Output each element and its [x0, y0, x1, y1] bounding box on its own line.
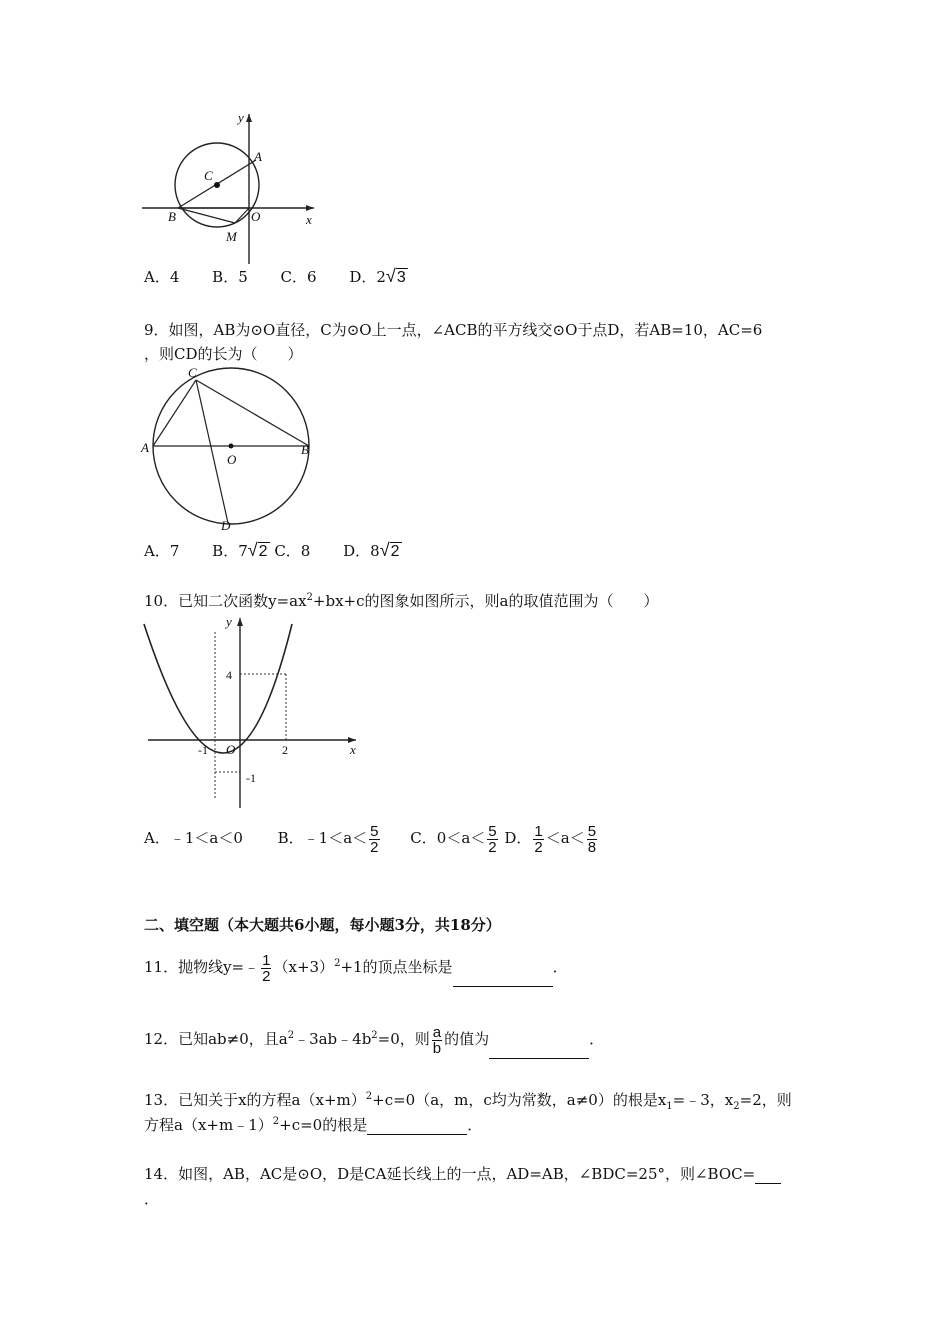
label-neg1-y: -1 [246, 771, 256, 785]
answer-blank[interactable] [367, 1116, 467, 1135]
label-d: D [221, 518, 231, 533]
q9-text-line2: ，则CD的长为（ ） [144, 345, 303, 363]
q9-options [144, 540, 402, 561]
q11-text: 11．抛物线y=﹣ $\frac{1}{2}$ $(x+3)^2+1$的顶点坐标是 ． [144, 944, 568, 987]
q8-figure [138, 108, 323, 270]
label-o: O [251, 209, 261, 224]
q8-option-b: B．5 [212, 268, 248, 286]
center-o [229, 444, 234, 449]
fraction: $\frac{5}{2}$ [488, 822, 497, 856]
q12-text: 12．已知ab≠0，且$a^2﹣3ab﹣4b^2=0$，则 $\frac{a}{b}$ 的值为 ． [144, 1016, 604, 1059]
q10-option-d: D． [504, 829, 532, 847]
q10-option-b: B．﹣1＜a＜ [277, 829, 368, 847]
y-axis-arrow [237, 618, 243, 626]
label-2: 2 [282, 743, 288, 757]
sqrt-symbol: √2 [379, 540, 400, 560]
q9-option-b: B．7 [212, 542, 248, 560]
label-c: C [188, 366, 197, 380]
label-x: x [306, 212, 312, 227]
label-b: B [168, 209, 176, 224]
x-axis-arrow [306, 205, 314, 211]
q9-option-a: A．7 [144, 542, 180, 560]
label-y: y [238, 110, 244, 125]
segment-bm [178, 208, 235, 223]
section-heading: 二、填空题（本大题共6小题，每小题3分，共18分） [144, 916, 501, 934]
fraction: $\frac{1}{2}$ [262, 951, 271, 985]
fraction: $\frac{a}{b}$ [432, 1023, 442, 1057]
q13-text-line1: 13．已知关于x的方程$a(x+m)^2+c=0(a$，m，c均为常数，a≠0）的根是$x_1=﹣3$，$x_2=2$，则 [144, 1091, 792, 1112]
chord-cb [196, 380, 309, 446]
parabola [144, 624, 292, 753]
label-b: B [301, 442, 309, 457]
label-o: O [226, 742, 236, 757]
label-4: 4 [226, 668, 232, 682]
q9-option-c: C．8 [274, 542, 311, 560]
q9-text-line1: 9．如图，AB为⊙O直径，C为⊙O上一点，∠ACB的平方线交⊙O于点D，若AB=10，AC=6 [144, 321, 763, 339]
q8-option-d: D．2 [349, 268, 386, 286]
sqrt-symbol: √2 [247, 540, 268, 560]
q10-option-c: C．0＜a＜ [410, 829, 486, 847]
q14-text-line2: ． [144, 1190, 160, 1208]
q8-option-a: A．4 [144, 268, 180, 286]
label-a: A [141, 440, 149, 455]
chord-ac [153, 380, 196, 446]
fraction: $\frac{5}{8}$ [587, 822, 597, 856]
fraction: $\frac{5}{2}$ [370, 822, 379, 856]
q9-option-d: D．8 [343, 542, 380, 560]
q14-text-line1: 14．如图，AB，AC是⊙O，D是CA延长线上的一点，AD=AB，∠BDC=25°，则∠BOC= [144, 1163, 781, 1184]
answer-blank[interactable] [755, 1165, 781, 1184]
q13-text-line2: 方程a（x+m﹣1）$^2$+c=0的根是 ． [144, 1116, 483, 1134]
sqrt-symbol: √3 [385, 266, 406, 286]
q10-figure [140, 612, 365, 812]
label-o: O [227, 452, 237, 467]
label-c: C [204, 168, 213, 183]
answer-blank[interactable] [453, 964, 553, 987]
label-y: y [226, 614, 232, 629]
segment-mo [235, 208, 249, 223]
fraction: $\frac{1}{2}$ [534, 822, 543, 856]
q8-options [144, 266, 408, 287]
q10-options: A．﹣1＜a＜0 B．﹣1＜a＜ $\frac{5}{2}$ C．0＜a＜ $\frac{5}{2}$ D． $\frac{1}{2}$ ＜a＜ $\frac{5}{8}$ [144, 822, 597, 856]
label-a: A [254, 149, 262, 164]
q10-text: 10．已知二次函数$y=ax^2+bx+c$的图象如图所示，则a的取值范围为（ ） [144, 592, 659, 610]
chord-cd [196, 380, 228, 523]
q9-figure [138, 366, 323, 536]
q8-option-c: C．6 [280, 268, 317, 286]
center-c [214, 182, 220, 188]
answer-blank[interactable] [489, 1036, 589, 1059]
q10-option-a: A．﹣1＜a＜0 [144, 829, 243, 847]
label-m: M [226, 229, 237, 244]
label-neg1-x: -1 [198, 743, 208, 757]
y-axis-arrow [246, 114, 252, 122]
label-x: x [350, 742, 356, 757]
